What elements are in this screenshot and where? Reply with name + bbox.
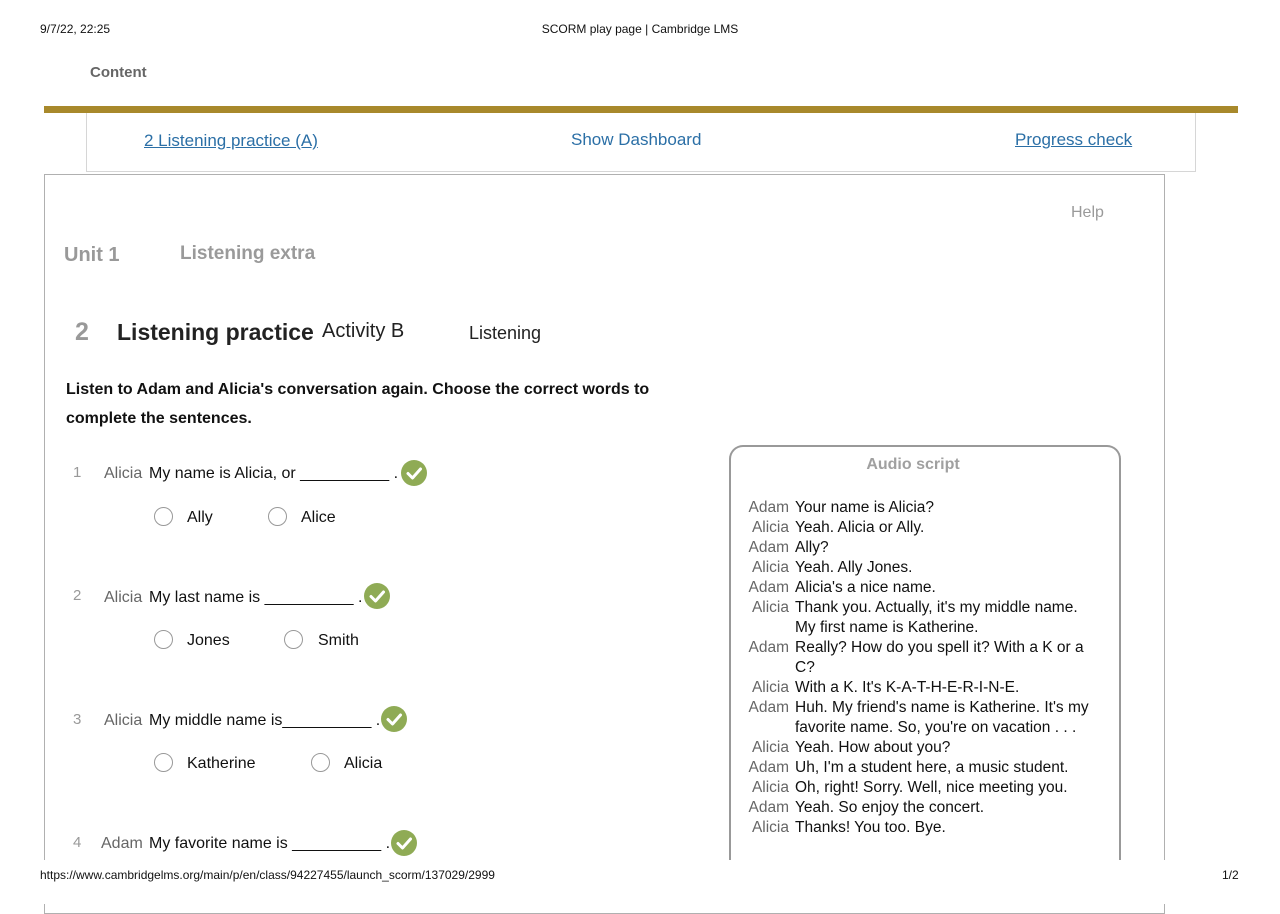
section-label: Content — [90, 64, 147, 81]
question-number: 3 — [73, 711, 82, 728]
option-radio-alice[interactable] — [268, 507, 287, 526]
script-speaker: Alicia — [751, 519, 789, 536]
script-text: Uh, I'm a student here, a music student. — [795, 759, 1069, 776]
help-link[interactable]: Help — [1071, 204, 1104, 221]
show-dashboard-link[interactable]: Show Dashboard — [571, 130, 702, 149]
page-footer-band — [44, 860, 1244, 904]
script-text: Yeah. Ally Jones. — [795, 559, 913, 576]
script-text: Really? How do you spell it? With a K or a — [795, 639, 1084, 656]
script-speaker: Adam — [748, 579, 789, 596]
question-text: My favorite name is __________ . — [149, 835, 391, 852]
script-line — [740, 498, 934, 518]
option-radio-ally[interactable] — [154, 507, 173, 526]
print-page-title: SCORM play page | Cambridge LMS — [541, 22, 739, 36]
script-speaker: Alicia — [751, 599, 789, 616]
script-speaker: Adam — [748, 799, 789, 816]
script-text: Thank you. Actually, it's my middle name. — [795, 599, 1078, 616]
question-speaker: Alicia — [104, 712, 143, 729]
script-line — [740, 558, 912, 578]
correct-check-icon — [391, 830, 417, 856]
option-label[interactable]: Smith — [318, 632, 359, 649]
script-text-continued: favorite name. So, you're on vacation . . . — [795, 719, 1077, 736]
script-text: Alicia's a nice name. — [795, 579, 936, 596]
script-text: Thanks! You too. Bye. — [795, 819, 946, 836]
script-line — [740, 698, 1089, 718]
correct-check-icon — [364, 583, 390, 609]
unit-subtitle: Listening extra — [180, 243, 316, 264]
next-activity-link[interactable]: Progress check — [1015, 130, 1133, 149]
script-text: Ally? — [795, 539, 829, 556]
script-line — [740, 518, 924, 538]
script-speaker: Alicia — [751, 779, 789, 796]
script-text: Oh, right! Sorry. Well, nice meeting you. — [795, 779, 1068, 796]
script-speaker: Adam — [748, 639, 789, 656]
accent-bar — [44, 106, 1238, 113]
print-date: 9/7/22, 22:25 — [40, 22, 111, 36]
script-line — [740, 798, 984, 818]
question-speaker: Alicia — [104, 465, 143, 482]
script-text: With a K. It's K-A-T-H-E-R-I-N-E. — [795, 679, 1020, 696]
question-speaker: Adam — [101, 835, 143, 852]
script-line — [740, 758, 1068, 778]
correct-check-icon — [381, 706, 407, 732]
print-footer-url: https://www.cambridgelms.org/main/p/en/class/94227455/launch_scorm/137029/2999 — [40, 868, 495, 882]
script-text-continued: C? — [795, 659, 815, 676]
option-label[interactable]: Jones — [187, 632, 230, 649]
option-label[interactable]: Alice — [301, 509, 336, 526]
question-text: My middle name is__________ . — [149, 712, 381, 729]
option-radio-jones[interactable] — [154, 630, 173, 649]
instructions: Listen to Adam and Alicia's conversation again. Choose the correct words to complete the sentences. — [66, 381, 650, 427]
script-text: Yeah. How about you? — [795, 739, 951, 756]
script-line — [740, 638, 1084, 658]
script-line — [740, 778, 1068, 798]
script-line — [740, 678, 1019, 698]
unit-label: Unit 1 — [64, 244, 120, 266]
script-line — [740, 578, 936, 598]
question-speaker: Alicia — [104, 589, 143, 606]
option-label[interactable]: Ally — [187, 509, 213, 526]
question-text: My last name is __________ . — [149, 589, 363, 606]
activity-title: Listening practice — [117, 319, 314, 345]
question-text: My name is Alicia, or __________ . — [149, 465, 399, 482]
script-speaker: Alicia — [751, 559, 789, 576]
script-line — [740, 538, 829, 558]
script-text: Your name is Alicia? — [795, 499, 935, 516]
script-line — [740, 738, 950, 758]
script-speaker: Adam — [748, 499, 789, 516]
script-speaker: Adam — [748, 699, 789, 716]
question-number: 2 — [73, 587, 82, 604]
previous-activity-link[interactable]: 2 Listening practice (A) — [144, 131, 318, 150]
script-line — [740, 598, 1078, 618]
question-number: 4 — [73, 834, 82, 851]
script-text: Huh. My friend's name is Katherine. It's my — [795, 699, 1089, 716]
script-speaker: Alicia — [751, 679, 789, 696]
script-text-continued: My first name is Katherine. — [795, 619, 979, 636]
correct-check-icon — [401, 460, 427, 486]
option-label[interactable]: Alicia — [344, 755, 383, 772]
script-line — [740, 818, 946, 838]
script-speaker: Adam — [748, 539, 789, 556]
option-label[interactable]: Katherine — [187, 755, 256, 772]
option-radio-alicia[interactable] — [311, 753, 330, 772]
script-text: Yeah. Alicia or Ally. — [795, 519, 925, 536]
option-radio-smith[interactable] — [284, 630, 303, 649]
script-speaker: Alicia — [751, 739, 789, 756]
question-number: 1 — [73, 464, 82, 481]
print-page-number: 1/2 — [1222, 868, 1239, 882]
script-speaker: Adam — [748, 759, 789, 776]
audio-script-title: Audio script — [866, 456, 960, 473]
option-radio-katherine[interactable] — [154, 753, 173, 772]
script-text: Yeah. So enjoy the concert. — [795, 799, 985, 816]
activity-subtitle: Activity B — [322, 320, 405, 342]
script-speaker: Alicia — [751, 819, 789, 836]
activity-number: 2 — [75, 318, 89, 346]
activity-skill: Listening — [469, 323, 542, 343]
